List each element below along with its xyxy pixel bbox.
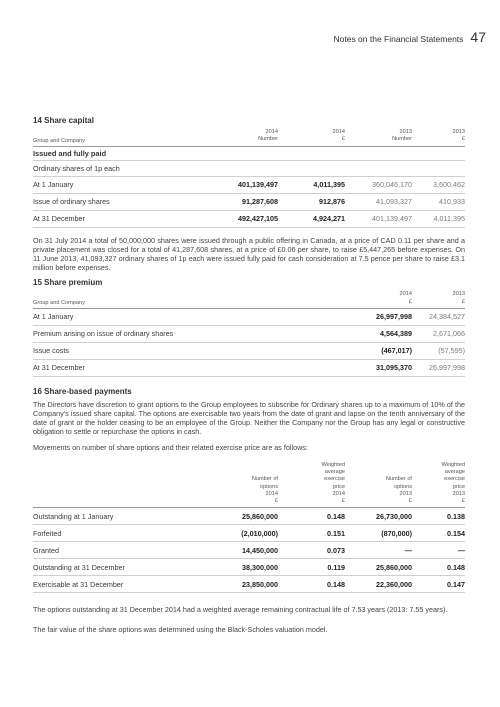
- group-label: Group and Company: [33, 291, 345, 308]
- table-header-row: [33, 129, 465, 146]
- cell: 4,924,271: [278, 210, 345, 227]
- cell: 91,287,608: [211, 193, 278, 210]
- table-row-total: [33, 559, 465, 576]
- col-header: 2013 £: [412, 291, 465, 308]
- col-header: 2013 Number: [345, 129, 412, 146]
- table-row-total: [33, 210, 465, 227]
- share-options-table: [33, 462, 465, 594]
- cell: 0.151: [278, 525, 345, 542]
- share-capital-title: 14 Share capital: [33, 116, 94, 125]
- table-row: [33, 308, 465, 325]
- cell: 360,046,170: [345, 176, 412, 193]
- cell: —: [345, 542, 412, 559]
- col-header: 2014 £: [345, 291, 412, 308]
- cell: 4,564,389: [345, 325, 412, 342]
- share-capital-table: [33, 129, 465, 228]
- cell: 38,300,000: [211, 559, 278, 576]
- col-header: Weighted average exercise price 2014 £: [278, 462, 345, 508]
- subheading: Ordinary shares of 1p each: [33, 160, 465, 176]
- col-header: Weighted average exercise price 2013 £: [412, 462, 465, 508]
- cell: 0.147: [412, 576, 465, 593]
- cell: 3,600,462: [412, 176, 465, 193]
- table-row: [33, 576, 465, 593]
- col-header: 2014 £: [278, 129, 345, 146]
- cell: 4,011,395: [278, 176, 345, 193]
- cell: 24,384,527: [412, 308, 465, 325]
- col-header: Number of options 2013 £: [345, 462, 412, 508]
- share-premium-table: [33, 291, 465, 377]
- cell: 2,671,066: [412, 325, 465, 342]
- cell: 22,360,000: [345, 576, 412, 593]
- row-label: Exercisable at 31 December: [33, 576, 211, 593]
- row-label: Granted: [33, 542, 211, 559]
- table-row: [33, 193, 465, 210]
- table-row: [33, 508, 465, 525]
- share-premium-title: 15 Share premium: [33, 278, 103, 288]
- row-label: Forfeited: [33, 525, 211, 542]
- table-header-row: [33, 462, 465, 508]
- cell: (870,000): [345, 525, 412, 542]
- page-content: [33, 116, 465, 644]
- row-label: Issue of ordinary shares: [33, 193, 211, 210]
- table-header-row: [33, 291, 465, 308]
- share-based-para: The Directors have discretion to grant options to the Group employees to subscribe for Ordinary shares up to a maximum of 10% of the Company's issued share capital. The options are exercisable two years from the date of grant and lapse on the tenth anniversary of the date of grant or the holder ceasing to be an employee of the Group. Neither the Company nor the Group has any legal or constructive obligation to settle or repurchase the options in cash.: [33, 399, 465, 437]
- page-number: 47: [470, 29, 486, 45]
- table-row: [33, 542, 465, 559]
- share-capital-note: On 31 July 2014 a total of 50,000,000 shares were issued through a public offering in Canada, at a price of CAD 0.11 per share and a private placement was closed for a total of 41,287,608 shares, at a price of £0.06 per share, to raise £5,447,265 before expenses. On 11 June 2013, 41,093,327 ordinary shares of 1p each were issued fully paid for cash consideration at 7.5 pence per share to raise £3.1 million before expenses.: [33, 235, 465, 273]
- cell: 0.073: [278, 542, 345, 559]
- cell: 0.119: [278, 559, 345, 576]
- col-header: Number of options 2014 £: [211, 462, 278, 508]
- cell: 31,095,370: [345, 359, 412, 376]
- cell: (2,010,000): [211, 525, 278, 542]
- row-label: Premium arising on issue of ordinary shares: [33, 325, 345, 342]
- cell: 23,850,000: [211, 576, 278, 593]
- row-label: At 31 December: [33, 210, 211, 227]
- subheading-row: [33, 146, 465, 160]
- row-label: Outstanding at 31 December: [33, 559, 211, 576]
- cell: 25,860,000: [345, 559, 412, 576]
- row-label: Outstanding at 1 January: [33, 508, 211, 525]
- cell: 14,450,000: [211, 542, 278, 559]
- share-based-para: The fair value of the share options was determined using the Black-Scholes valuation model.: [33, 624, 328, 634]
- row-label: At 1 January: [33, 308, 345, 325]
- cell: 0.148: [278, 576, 345, 593]
- cell: 41,093,327: [345, 193, 412, 210]
- cell: 26,997,998: [412, 359, 465, 376]
- cell: 4,011,395: [412, 210, 465, 227]
- header-title: Notes on the Financial Statements: [333, 34, 464, 44]
- col-header: 2013 £: [412, 129, 465, 146]
- cell: 0.148: [412, 559, 465, 576]
- cell: 0.138: [412, 508, 465, 525]
- cell: 0.148: [278, 508, 345, 525]
- cell: (467,017): [345, 342, 412, 359]
- table-row: [33, 176, 465, 193]
- group-label: Group and Company: [33, 129, 211, 146]
- row-label: At 31 December: [33, 359, 345, 376]
- table-row: [33, 342, 465, 359]
- cell: 492,427,105: [211, 210, 278, 227]
- row-label: At 1 January: [33, 176, 211, 193]
- cell: 25,860,000: [211, 508, 278, 525]
- table-row: [33, 525, 465, 542]
- share-based-para: Movements on number of share options and their related exercise price are as follows:: [33, 442, 308, 452]
- table-row: [33, 325, 465, 342]
- cell: 912,876: [278, 193, 345, 210]
- cell: 26,997,998: [345, 308, 412, 325]
- subheading: Issued and fully paid: [33, 146, 465, 160]
- row-label: Issue costs: [33, 342, 345, 359]
- page-header: [333, 29, 486, 45]
- cell: 26,730,000: [345, 508, 412, 525]
- cell: 410,933: [412, 193, 465, 210]
- cell: 401,139,497: [211, 176, 278, 193]
- header-spacer: [33, 462, 211, 508]
- cell: 0.154: [412, 525, 465, 542]
- cell: 401,139,497: [345, 210, 412, 227]
- share-based-title: 16 Share-based payments: [33, 386, 132, 396]
- table-row-total: [33, 359, 465, 376]
- cell: (57,595): [412, 342, 465, 359]
- subheading-row: [33, 160, 465, 176]
- share-based-para: The options outstanding at 31 December 2014 had a weighted average remaining contractual life of 7.53 years (2013: 7.55 years).: [33, 605, 448, 615]
- col-header: 2014 Number: [211, 129, 278, 146]
- cell: —: [412, 542, 465, 559]
